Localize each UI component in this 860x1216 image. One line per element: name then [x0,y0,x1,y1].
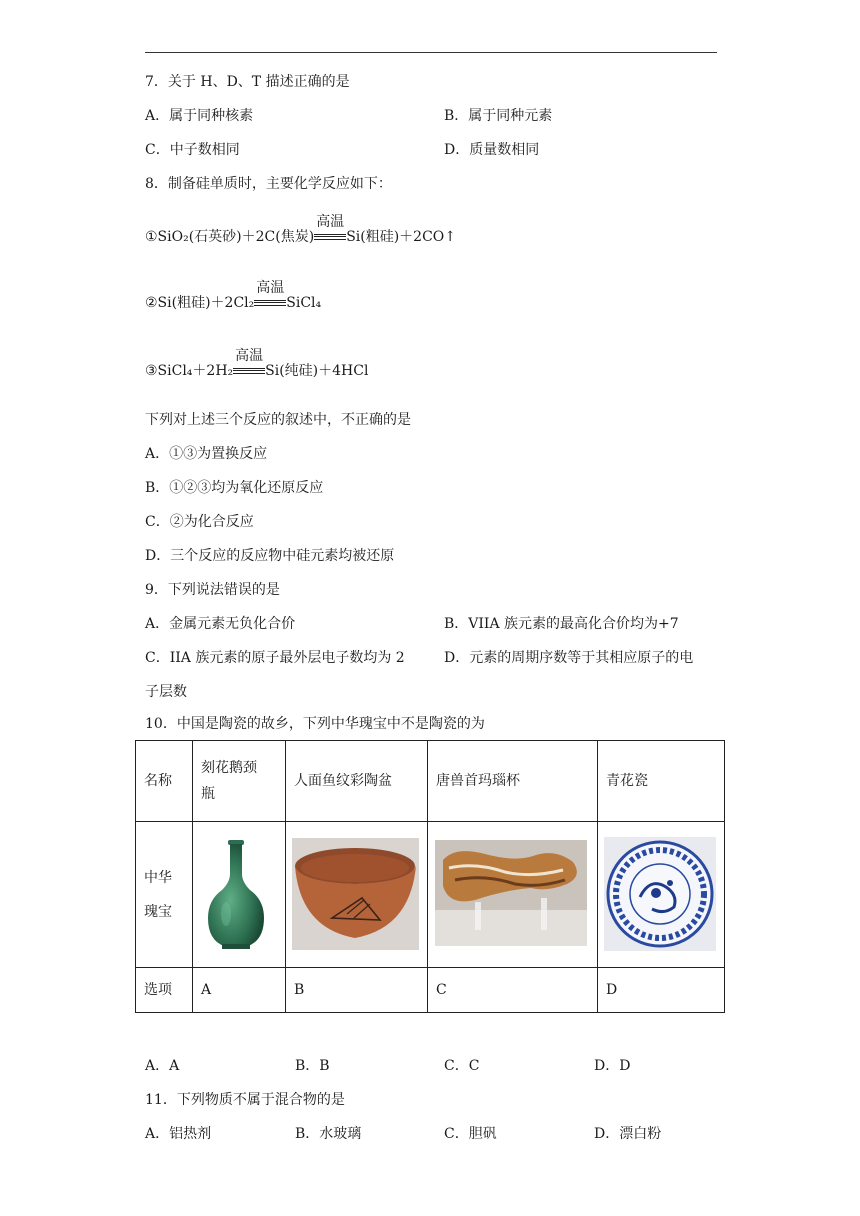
q9-option-b: B．VIIA 族元素的最高化合价均为+7 [444,616,679,632]
q7-stem: 7．关于 H、D、T 描述正确的是 [145,74,350,90]
q8-option-a: A．①③为置换反应 [145,446,268,462]
eq2-right: SiCl₄ [286,295,322,311]
q10-option-c: C．C [444,1058,480,1074]
q7-option-d: D．质量数相同 [444,142,540,158]
q9-option-a: A．金属元素无负化合价 [145,616,296,632]
q9-option-d: D．元素的周期序数等于其相应原子的电 [444,650,694,666]
q10-option-b: B．B [295,1058,330,1074]
eq3-condition: 高温 [233,363,265,379]
q11-option-c: C．胆矾 [444,1126,497,1142]
table-row-names [136,741,725,822]
eq3-left: ③SiCl₄＋2H₂ [145,363,234,379]
q8-option-b: B．①②③均为氧化还原反应 [145,480,324,496]
q8-question: 下列对上述三个反应的叙述中，不正确的是 [145,412,411,428]
q7-option-c: C．中子数相同 [145,142,240,158]
q10-stem: 10．中国是陶瓷的故乡，下列中华瑰宝中不是陶瓷的为 [145,716,485,732]
q9-stem: 9．下列说法错误的是 [145,582,280,598]
eq2-left: ②Si(粗硅)＋2Cl₂ [145,295,255,311]
cell-name-label: 名称 [136,741,193,822]
painted-pottery-basin-image [292,838,419,950]
q10-option-a: A．A [145,1058,180,1074]
eq3-right: Si(纯硅)＋4HCl [265,363,369,379]
q9-option-d-cont: 子层数 [145,684,187,700]
q8-option-d: D．三个反应的反应物中硅元素均被还原 [145,548,395,564]
cell-option-a: A [193,968,286,1013]
agate-rhyton-cup-image [435,840,587,946]
eq2-condition: 高温 [254,295,286,311]
cell-image-label: 中华 瑰宝 [136,822,193,968]
cell-option-d: D [598,968,725,1013]
q10-option-d: D．D [594,1058,631,1074]
q11-option-d: D．漂白粉 [594,1126,662,1142]
q7-option-a: A．属于同种核素 [145,108,254,124]
cell-option-label: 选项 [136,968,193,1013]
cell-name-d: 青花瓷 [598,741,725,822]
cell-name-b: 人面鱼纹彩陶盆 [286,741,428,822]
q8-equation-2 [145,280,322,312]
q9-option-c: C．IIA 族元素的原子最外层电子数均为 2 [145,650,405,666]
cell-name-a: 刻花鹅颈 瓶 [193,741,286,822]
table-row-options [136,968,725,1013]
eq1-condition: 高温 [314,229,346,245]
eq1-right: Si(粗硅)＋2CO↑ [346,229,457,245]
green-vase-image [204,838,268,950]
blue-white-porcelain-plate-image [604,837,716,951]
cell-name-c: 唐兽首玛瑙杯 [428,741,598,822]
q11-stem: 11．下列物质不属于混合物的是 [145,1092,345,1108]
q8-option-c: C．②为化合反应 [145,514,254,530]
q7-option-b: B．属于同种元素 [444,108,553,124]
q8-stem: 8．制备硅单质时，主要化学反应如下： [145,176,392,192]
header-rule [145,52,717,53]
q11-option-a: A．铝热剂 [145,1126,212,1142]
q8-equation-3 [145,348,369,380]
cell-option-c: C [428,968,598,1013]
q11-option-b: B．水玻璃 [295,1126,362,1142]
q8-equation-1 [145,214,457,246]
cell-option-b: B [286,968,428,1013]
eq1-left: ①SiO₂(石英砂)＋2C(焦炭) [145,229,315,245]
